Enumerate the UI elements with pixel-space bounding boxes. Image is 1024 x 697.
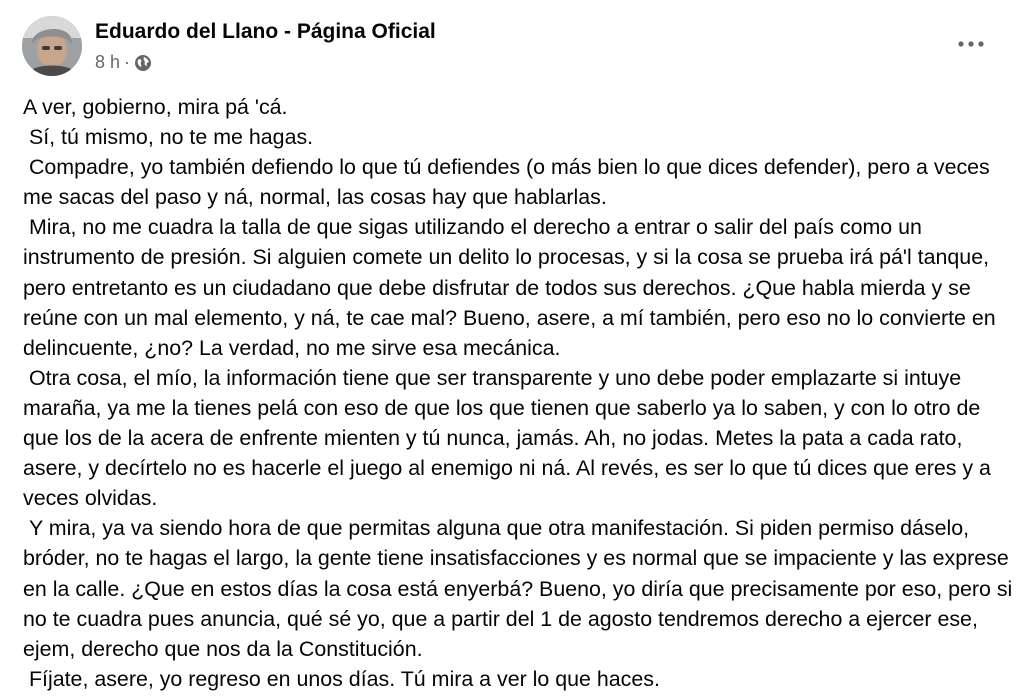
post-meta xyxy=(95,52,152,73)
page-name[interactable]: Eduardo del Llano - Página Oficial xyxy=(95,20,436,43)
post-timestamp[interactable]: 8 h xyxy=(95,52,121,72)
post-paragraph: Otra cosa, el mío, la información tiene que ser transparente y uno debe poder emplazarte si intuye maraña, ya me la tienes pelá con eso de que los que tienen que saberlo ya lo saben, y con lo otro de que los de la acera de enfrente mienten y tú nunca, jamás. Ah, no jodas. Metes la pata a cada rato, asere, y decírtelo no es hacerle el juego al enemigo ni ná. Al revés, es ser lo que tú dices que eres y a veces olvidas. xyxy=(23,365,997,511)
post-paragraph: Y mira, ya va siendo hora de que permitas alguna que otra manifestación. Si piden permiso dáselo, bróder, no te hagas el largo, la gente tiene insatisfacciones y es normal que se impaciente y las exprese en la calle. ¿Que en estos días la cosa está enyerbá? Bueno, yo diría que precisamente por eso, pero si no te cuadra pues anuncia, qué sé yo, que a partir del 1 de agosto tendremos derecho a ejercer ese, ejem, derecho que nos da la Constitución. xyxy=(23,516,1019,661)
post-paragraph: Fíjate, asere, yo regreso en unos días. Tú mira a ver lo que haces. xyxy=(23,666,660,691)
post-paragraph: Compadre, yo también defiendo lo que tú defiendes (o más bien lo que dices defender), pero a veces me sacas del paso y ná, normal, las cosas hay que hablarlas. xyxy=(23,155,996,210)
post-paragraph: Sí, tú mismo, no te me hagas. xyxy=(23,125,314,150)
post-body xyxy=(23,92,1019,694)
post-paragraph: Mira, no me cuadra la talla de que sigas utilizando el derecho a entrar o salir del país como un instrumento de presión. Si alguien comete un delito lo procesas, y si la cosa se prueba irá pá'l tanque, pero entretanto es un ciudadano que debe disfrutar de todos sus derechos. ¿Que habla mierda y se reúne con un mal elemento, y ná, te cae mal? Bueno, asere, a mí también, pero eso no lo convierte en delincuente, ¿no? La verdad, no me sirve esa mecánica. xyxy=(23,215,1002,360)
post-paragraph: A ver, gobierno, mira pá 'cá. xyxy=(23,95,288,119)
meta-separator: · xyxy=(124,52,131,72)
profile-photo xyxy=(22,16,82,76)
more-horizontal-icon xyxy=(958,41,984,47)
avatar[interactable] xyxy=(22,16,82,76)
globe-icon[interactable] xyxy=(134,54,152,72)
more-options-button[interactable] xyxy=(950,28,992,60)
